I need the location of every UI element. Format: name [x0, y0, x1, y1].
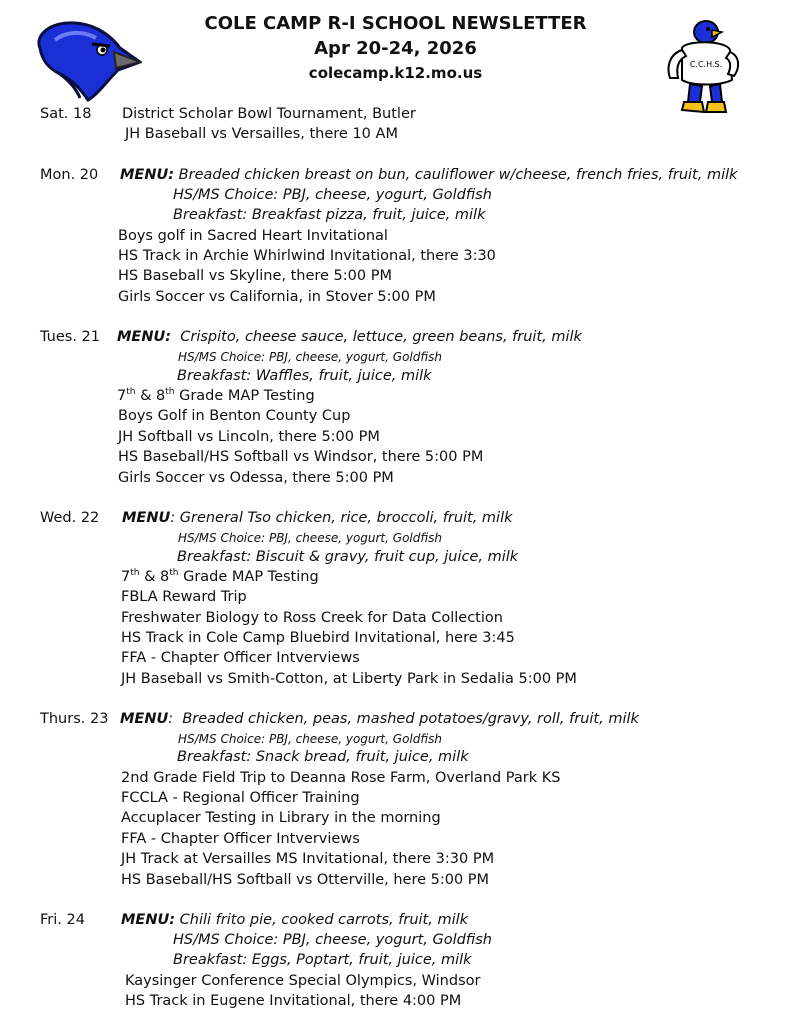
- event-item: HS Track in Archie Whirlwind Invitational, there 3:30: [118, 248, 496, 264]
- event-item: Boys golf in Sacred Heart Invitational: [118, 228, 388, 244]
- cchs-mascot-logo: [660, 18, 740, 118]
- choice-line: HS/MS Choice: PBJ, cheese, yogurt, Goldfish: [178, 350, 442, 364]
- menu-text: : Greneral Tso chicken, rice, broccoli, fruit, milk: [170, 510, 513, 526]
- event-item: HS Baseball vs Skyline, there 5:00 PM: [118, 268, 392, 284]
- map-testing-line: [117, 386, 315, 406]
- choice-line: HS/MS Choice: PBJ, cheese, yogurt, Goldfish: [173, 187, 492, 203]
- menu-label: MENU: [122, 510, 171, 526]
- choice-line: HS/MS Choice: PBJ, cheese, yogurt, Goldfish: [178, 531, 442, 545]
- breakfast-line: Breakfast: Waffles, fruit, juice, milk: [177, 368, 432, 384]
- ordinal-suffix: th: [165, 387, 175, 398]
- grade-7: 7: [121, 569, 131, 585]
- ordinal-suffix: th: [169, 568, 179, 579]
- menu-text: Crispito, cheese sauce, lettuce, green beans, fruit, milk: [180, 329, 582, 345]
- event-item: Freshwater Biology to Ross Creek for Data Collection: [121, 610, 503, 626]
- event-item: HS Baseball/HS Softball vs Otterville, here 5:00 PM: [121, 872, 490, 888]
- menu-text: Breaded chicken breast on bun, cauliflower w/cheese, french fries, fruit, milk: [178, 167, 738, 183]
- menu-label: MENU:: [121, 912, 176, 928]
- school-url: colecamp.k12.mo.us: [308, 64, 483, 82]
- event-item: HS Track in Eugene Invitational, there 4:00 PM: [125, 993, 462, 1009]
- map-testing-text: Grade MAP Testing: [178, 569, 319, 585]
- event-item: JH Track at Versailles MS Invitational, there 3:30 PM: [121, 851, 495, 867]
- menu-label: MENU:: [120, 167, 175, 183]
- breakfast-line: Breakfast: Eggs, Poptart, fruit, juice, milk: [173, 952, 472, 968]
- event-item: Accuplacer Testing in Library in the morning: [121, 810, 441, 826]
- menu-line: [120, 709, 639, 729]
- map-testing-line: [121, 567, 319, 587]
- event-item: FCCLA - Regional Officer Training: [121, 790, 360, 806]
- menu-label: MENU:: [117, 329, 172, 345]
- event-item: HS Baseball/HS Softball vs Windsor, there 5:00 PM: [118, 449, 484, 465]
- event-item: FBLA Reward Trip: [121, 589, 247, 605]
- grade-8: & 8: [135, 388, 166, 404]
- event-item: Girls Soccer vs Odessa, there 5:00 PM: [118, 470, 394, 486]
- choice-line: HS/MS Choice: PBJ, cheese, yogurt, Goldfish: [178, 732, 442, 746]
- grade-8: & 8: [139, 569, 170, 585]
- menu-text: : Breaded chicken, peas, mashed potatoes/gravy, roll, fruit, milk: [168, 711, 639, 727]
- menu-line: [120, 165, 738, 185]
- event-item: Girls Soccer vs California, in Stover 5:00 PM: [118, 289, 436, 305]
- ordinal-suffix: th: [126, 387, 136, 398]
- menu-label: MENU: [120, 711, 169, 727]
- grade-7: 7: [117, 388, 127, 404]
- choice-line: HS/MS Choice: PBJ, cheese, yogurt, Goldfish: [173, 932, 492, 948]
- menu-text: Chili frito pie, cooked carrots, fruit, milk: [179, 912, 469, 928]
- bluebird-head-logo: [30, 18, 142, 102]
- event-item: HS Track in Cole Camp Bluebird Invitational, here 3:45: [121, 630, 515, 646]
- day-label-tue: Tues. 21: [40, 329, 100, 345]
- breakfast-line: Breakfast: Biscuit & gravy, fruit cup, juice, milk: [177, 549, 519, 565]
- event-item: FFA - Chapter Officer Intverviews: [121, 650, 360, 666]
- breakfast-line: Breakfast: Snack bread, fruit, juice, milk: [177, 749, 469, 765]
- event-item: Kaysinger Conference Special Olympics, Windsor: [125, 973, 481, 989]
- event-item: JH Baseball vs Smith-Cotton, at Liberty Park in Sedalia 5:00 PM: [121, 671, 577, 687]
- event-item: FFA - Chapter Officer Intverviews: [121, 831, 360, 847]
- event-item: JH Baseball vs Versailles, there 10 AM: [125, 126, 398, 142]
- day-label-fri: Fri. 24: [40, 912, 85, 928]
- menu-line: [122, 508, 513, 528]
- breakfast-line: Breakfast: Breakfast pizza, fruit, juice, milk: [173, 207, 486, 223]
- event-item: JH Softball vs Lincoln, there 5:00 PM: [118, 429, 380, 445]
- newsletter-date: Apr 20-24, 2026: [314, 38, 477, 59]
- day-label-thu: Thurs. 23: [40, 711, 109, 727]
- day-label-wed: Wed. 22: [40, 510, 100, 526]
- map-testing-text: Grade MAP Testing: [174, 388, 315, 404]
- menu-line: [121, 910, 468, 930]
- day-label-mon: Mon. 20: [40, 167, 99, 183]
- day-label-sat: Sat. 18: [40, 106, 92, 122]
- page-title: COLE CAMP R-I SCHOOL NEWSLETTER: [204, 13, 587, 34]
- event-item: 2nd Grade Field Trip to Deanna Rose Farm, Overland Park KS: [121, 770, 561, 786]
- event-item: Boys Golf in Benton County Cup: [118, 408, 351, 424]
- event-item: District Scholar Bowl Tournament, Butler: [122, 106, 416, 122]
- menu-line: [117, 327, 582, 347]
- ordinal-suffix: th: [130, 568, 140, 579]
- mascot-shirt-text: C.C.H.S.: [689, 60, 723, 69]
